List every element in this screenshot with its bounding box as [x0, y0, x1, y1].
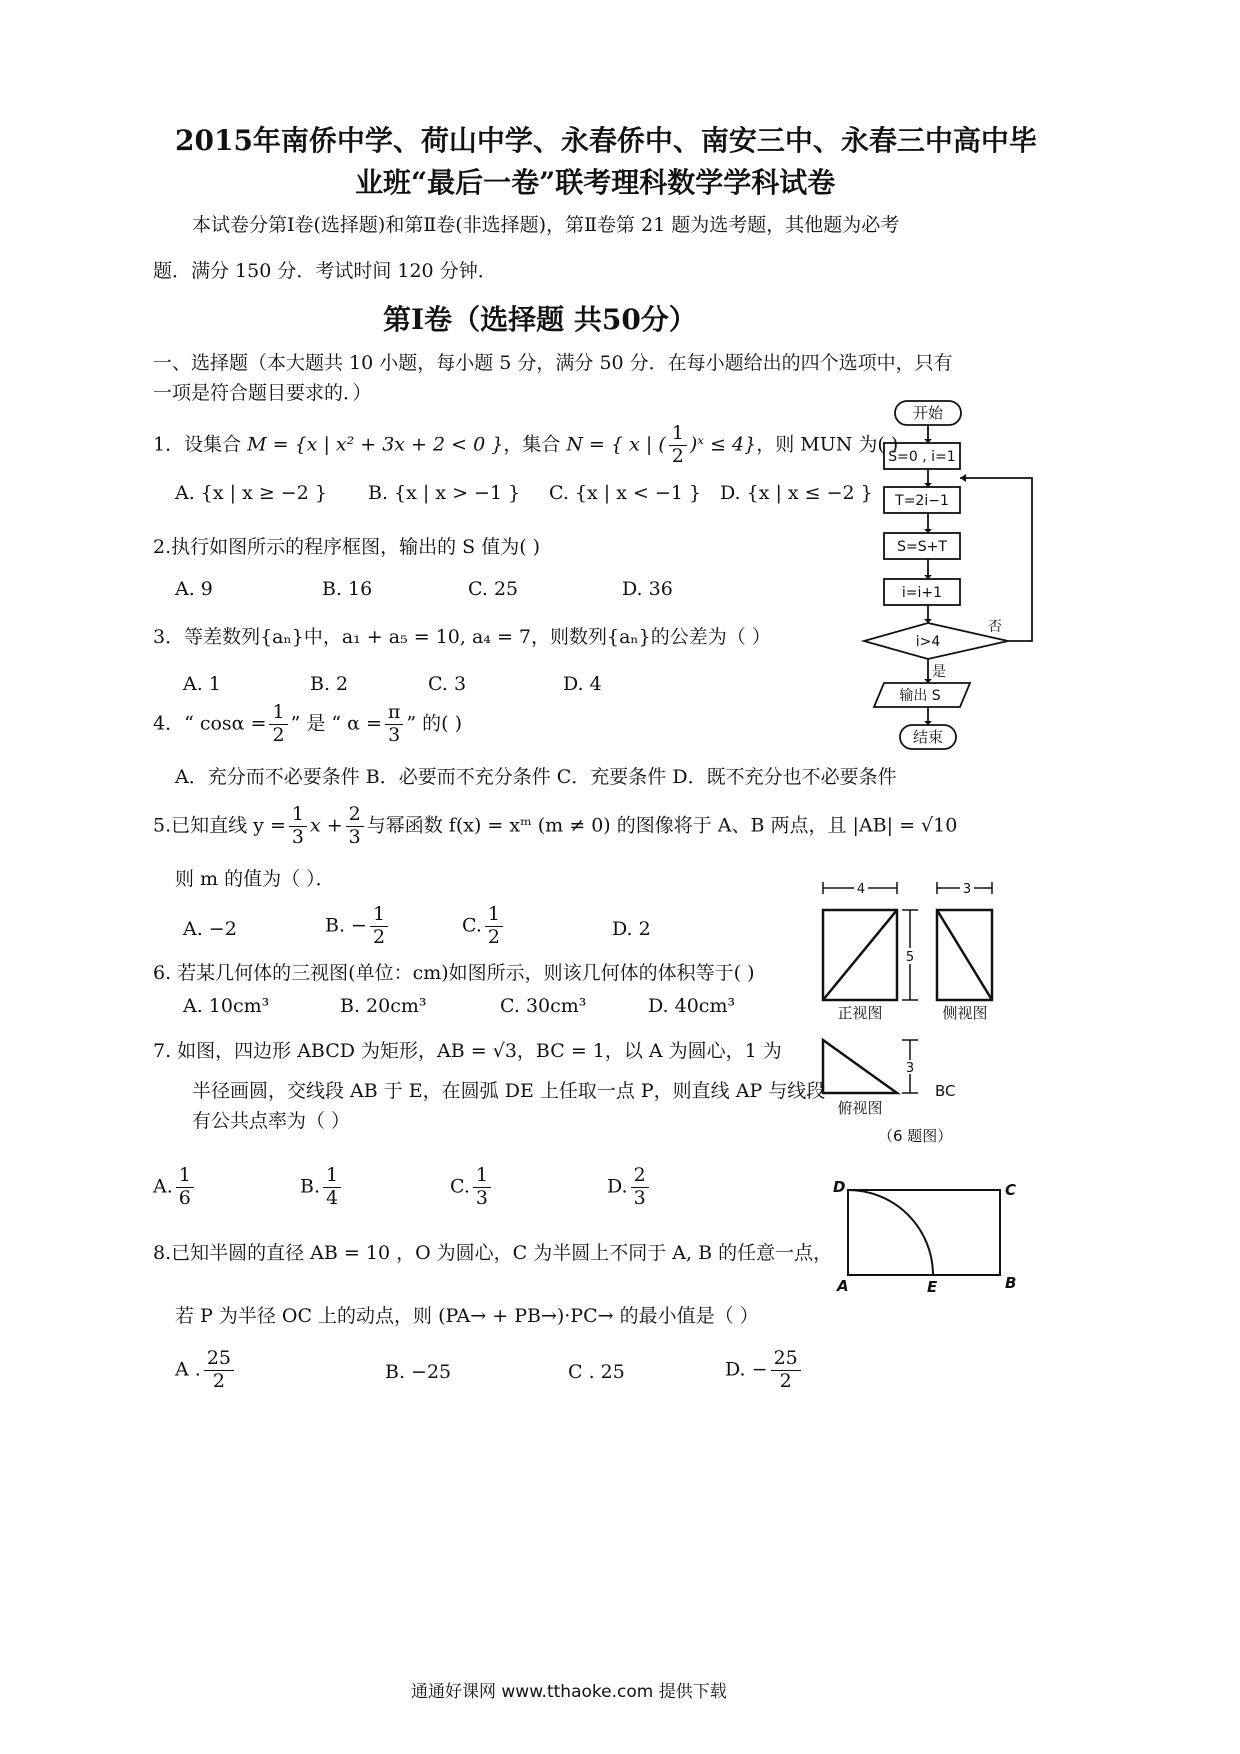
- q8-option-c: C . 25: [568, 1361, 625, 1383]
- question-6: 6. 若某几何体的三视图(单位：cm)如图所示，则该几何体的体积等于( ): [153, 962, 755, 984]
- q7-option-d: [607, 1165, 652, 1210]
- q7-option-d-pre: D.: [607, 1175, 628, 1198]
- q5-f2-num: 2: [346, 804, 364, 827]
- question-5: [153, 804, 957, 849]
- q3-option-d: D. 4: [563, 673, 602, 695]
- q5-b-num: 1: [370, 904, 388, 927]
- q7-option-b-pre: B.: [300, 1175, 321, 1198]
- q1-set-n-left: N = { x | (: [566, 433, 666, 456]
- q7-option-d-frac: [631, 1165, 649, 1210]
- q4-f1-num: 1: [269, 702, 287, 725]
- q7-c-num: 1: [473, 1165, 491, 1188]
- point-a-label: A: [837, 1277, 849, 1295]
- bc-label: BC: [935, 1082, 956, 1100]
- q1-option-c: C. {x | x < −1 }: [549, 482, 702, 504]
- flowchart-init-label: S=0 , i=1: [888, 449, 956, 465]
- q7-b-den: 4: [326, 1186, 339, 1209]
- q3-option-c: C. 3: [428, 673, 467, 695]
- flowchart-loop-line: [960, 478, 1032, 641]
- q7-d-den: 3: [633, 1186, 646, 1209]
- flowchart-step2-label: S=S+T: [897, 539, 947, 555]
- q4-tail: ” 的( ): [406, 712, 463, 735]
- q1-set-m: M = {x | x² + 3x + 2 < 0 }: [247, 433, 504, 456]
- q4-f1-den: 2: [272, 723, 285, 746]
- question-4: [153, 702, 462, 747]
- q8-option-a-pre: A .: [175, 1358, 201, 1381]
- flowchart-no-label: 否: [988, 619, 1002, 635]
- question-7-line2: 半径画圆，交线段 AB 于 E，在圆弧 DE 上任取一点 P，则直线 AP 与线段: [192, 1080, 826, 1102]
- question-1: [153, 423, 898, 468]
- page-footer: 通通好课网 www.tthaoke.com 提供下载: [411, 1682, 727, 1702]
- q7-a-num: 1: [176, 1165, 194, 1188]
- q7-option-c-pre: C.: [450, 1175, 470, 1198]
- side-view-label: 侧视图: [942, 1004, 988, 1022]
- q6-option-d: D. 40cm³: [648, 995, 736, 1017]
- q1-tail: ，则 MUN 为( ): [756, 433, 899, 456]
- q5-c-den: 2: [487, 925, 500, 948]
- flowchart-start-label: 开始: [912, 404, 944, 422]
- q7-d-num: 2: [631, 1165, 649, 1188]
- q8-a-den: 2: [212, 1369, 225, 1392]
- q1-option-d: D. {x | x ≤ −2 }: [720, 482, 873, 504]
- front-view-label: 正视图: [837, 1004, 883, 1022]
- dim-height-label: 5: [905, 950, 915, 965]
- q5-option-a: A. −2: [183, 918, 237, 940]
- q5-fraction-2: [346, 804, 364, 849]
- q5-option-c-pre: C.: [462, 914, 482, 937]
- q2-option-b: B. 16: [322, 578, 373, 600]
- flowchart-output-label: 输出 S: [899, 688, 941, 704]
- flowchart-condition-label: i>4: [915, 634, 941, 650]
- q1-number: 1．设集合: [153, 433, 242, 456]
- q5-line2: 则 m 的值为（ ）．: [175, 868, 335, 890]
- q8-d-num: 25: [771, 1348, 801, 1371]
- flowchart-end-label: 结束: [912, 728, 944, 746]
- three-view-figure: [810, 880, 1020, 1145]
- q5-mid: x +: [309, 814, 343, 837]
- q7-option-c: [450, 1165, 494, 1210]
- paper-title-line2: 业班“最后一卷”联考理科数学学科试卷: [355, 166, 836, 199]
- q5-c-num: 1: [485, 904, 503, 927]
- q6-option-a: A. 10cm³: [183, 995, 270, 1017]
- rectangle-arc-figure: [825, 1175, 1040, 1295]
- q5-f2-den: 3: [348, 825, 361, 848]
- q5-option-c: [462, 904, 506, 949]
- dim-side-width-label: 3: [962, 882, 972, 897]
- q5-option-b: [325, 904, 391, 949]
- q1-set-n-right: )ˣ ≤ 4}: [689, 433, 757, 456]
- flowchart-step3-label: i=i+1: [901, 585, 943, 601]
- q5-f1-den: 3: [291, 825, 304, 848]
- q2-option-c: C. 25: [468, 578, 519, 600]
- front-view-diagonal: [823, 910, 897, 1000]
- q1-option-a: A. {x | x ≥ −2 }: [175, 482, 327, 504]
- q6-figure-caption: （6 题图）: [878, 1127, 953, 1145]
- q7-c-den: 3: [475, 1186, 488, 1209]
- dim-top-depth-label: 3: [905, 1061, 915, 1076]
- q5-pre: 5.已知直线 y =: [153, 814, 286, 837]
- q7-option-a: [153, 1165, 197, 1210]
- question-7-line1: 7. 如图，四边形 ABCD 为矩形，AB = √3，BC = 1，以 A 为圆心，1 为: [153, 1040, 782, 1062]
- q5-b-den: 2: [372, 925, 386, 948]
- q4-pre: 4．“ cosα =: [153, 712, 267, 735]
- q5-fraction-1: [289, 804, 307, 849]
- q5-option-b-frac: [370, 904, 388, 949]
- q6-option-c: C. 30cm³: [500, 995, 587, 1017]
- q8-option-a-frac: [204, 1348, 234, 1393]
- q1-mid: ，集合: [503, 433, 561, 456]
- dim-front-width-label: 4: [856, 882, 866, 897]
- q5-option-b-pre: B. −: [325, 914, 367, 937]
- q7-option-a-frac: [176, 1165, 194, 1210]
- point-d-label: D: [833, 1178, 846, 1196]
- q7-option-b-frac: [323, 1165, 341, 1210]
- q5-tail: 与幂函数 f(x) = xᵐ (m ≠ 0) 的图像将于 A、B 两点，且 |AB| = √10: [366, 814, 958, 837]
- section-title: 第Ⅰ卷（选择题 共50分）: [383, 303, 697, 336]
- q8-option-d-pre: D. −: [725, 1358, 768, 1381]
- q4-fraction-2: [385, 702, 404, 747]
- question-8-line1: 8.已知半圆的直径 AB = 10 ，O 为圆心，C 为半圆上不同于 A, B 的任意一点，: [153, 1242, 833, 1264]
- q3-option-b: B. 2: [310, 673, 349, 695]
- q3-option-a: A. 1: [183, 673, 221, 695]
- flowchart-step1-label: T=2i−1: [895, 493, 949, 509]
- q5-f1-num: 1: [289, 804, 307, 827]
- q7-option-a-pre: A.: [153, 1175, 173, 1198]
- flowchart-figure: [860, 395, 1040, 755]
- paper-title-line1: 2015年南侨中学、荷山中学、永春侨中、南安三中、永春三中高中毕: [175, 124, 1037, 157]
- question-7-line3: 有公共点率为（ ）: [192, 1110, 351, 1132]
- q1-option-b: B. {x | x > −1 }: [368, 482, 521, 504]
- q4-fraction-1: [269, 702, 287, 747]
- point-c-label: C: [1005, 1181, 1017, 1199]
- q7-b-num: 1: [323, 1165, 341, 1188]
- q6-option-b: B. 20cm³: [340, 995, 427, 1017]
- question-3: 3．等差数列{aₙ}中，a₁ + a₅ = 10, a₄ = 7，则数列{aₙ}的公差为（ ）: [153, 626, 771, 648]
- flowchart-yes-label: 是: [932, 664, 946, 680]
- q4-f2-den: 3: [388, 723, 401, 746]
- q8-d-den: 2: [779, 1369, 792, 1392]
- question-2: 2.执行如图所示的程序框图，输出的 S 值为( ): [153, 536, 541, 558]
- q5-option-d: D. 2: [612, 918, 651, 940]
- q8-option-d-frac: [771, 1348, 801, 1393]
- top-view-triangle: [823, 1040, 897, 1093]
- q8-option-d: [725, 1348, 804, 1393]
- point-e-label: E: [927, 1278, 938, 1295]
- question-8-line2: 若 P 为半径 OC 上的动点，则 (PA→ + PB→)·PC→ 的最小值是（ ）: [175, 1305, 759, 1327]
- intro-line2: 题．满分 150 分．考试时间 120 分钟．: [153, 260, 497, 282]
- q1-fraction: [669, 423, 687, 468]
- q4-mid: ” 是 “ α =: [290, 712, 382, 735]
- side-view-diagonal: [937, 910, 992, 1000]
- q8-option-b: B. −25: [385, 1361, 452, 1383]
- top-view-label: 俯视图: [837, 1099, 883, 1117]
- point-b-label: B: [1005, 1274, 1017, 1292]
- q8-option-a: [175, 1348, 237, 1393]
- q1-frac-num: 1: [669, 423, 687, 446]
- q7-option-c-frac: [473, 1165, 491, 1210]
- q1-frac-den: 2: [671, 444, 684, 467]
- q7-a-den: 6: [178, 1186, 191, 1209]
- q7-option-b: [300, 1165, 344, 1210]
- q4-options: A．充分而不必要条件 B．必要而不充分条件 C．充要条件 D．既不充分也不必要条件: [175, 766, 897, 788]
- q8-a-num: 25: [204, 1348, 234, 1371]
- q2-option-d: D. 36: [622, 578, 673, 600]
- part-instructions-line2: 一项是符合题目要求的．）: [153, 382, 372, 404]
- q5-option-c-frac: [485, 904, 503, 949]
- part-instructions-line1: 一、选择题（本大题共 10 小题，每小题 5 分，满分 50 分．在每小题给出的四个选项中，只有: [153, 352, 953, 374]
- intro-line1: 本试卷分第Ⅰ卷(选择题)和第Ⅱ卷(非选择题)，第Ⅱ卷第 21 题为选考题，其他题为必考: [192, 214, 900, 236]
- rectangle-abcd: [848, 1190, 1000, 1275]
- q2-option-a: A. 9: [175, 578, 213, 600]
- arc-de: [848, 1190, 933, 1275]
- q4-f2-num: π: [385, 702, 404, 725]
